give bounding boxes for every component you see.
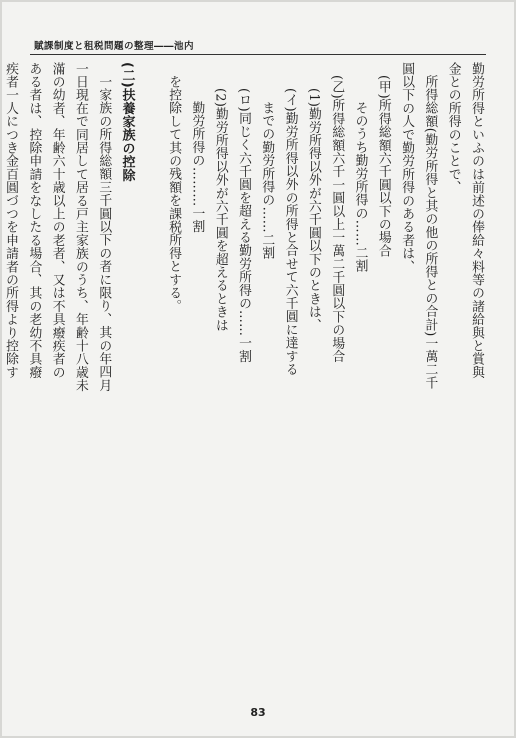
text-line: 滿の幼者、年齢六十歳以上の老者、又は不具癈疾者の — [49, 62, 65, 379]
text-line: (ロ)同じく六千圓を超える勤労所得の……一割 — [236, 88, 252, 363]
text-line: (1)勤労所得以外が六千圓以下のときは、 — [305, 88, 321, 332]
text-line: 勤労所得の………一割 — [189, 101, 205, 233]
text-line: (甲)所得総額六千圓以下の場合 — [375, 75, 391, 258]
text-line: 金との所得のことで、 — [445, 62, 461, 194]
vertical-body-text — [3, 62, 488, 690]
header-rule — [30, 54, 486, 55]
text-line: を控除して其の残額を課税所得とする。 — [166, 75, 182, 313]
text-line: 疾者一人につき金百圓づつを申請者の所得より控除す — [3, 62, 19, 379]
text-line: 圓以下の人で勤労所得のある者は、 — [399, 62, 415, 274]
text-line: そのうち勤労所得の……二割 — [352, 101, 368, 273]
text-line: (乙)所得総額六千一圓以上一萬二千圓以下の場合 — [329, 75, 345, 363]
section-heading: (二)扶養家族の控除 — [119, 62, 135, 182]
text-line: 勤労所得といふのは前述の俸給々料等の諸給與と賞與 — [469, 62, 484, 379]
text-line: 所得総額(勤労所得と其の他の所得との合計)一萬二千 — [422, 75, 438, 390]
blank-line — [139, 62, 162, 690]
text-line: (2)勤労所得以外が六千圓を超えるときは — [212, 88, 228, 332]
page-number: 83 — [250, 706, 266, 719]
running-header: 賦課制度と租税問題の整理――池内 — [34, 41, 195, 52]
text-line: 一家族の所得総額三千圓以下の者に限り、其の年四月 — [96, 75, 112, 392]
text-line: までの勤労所得の……二割 — [259, 101, 275, 260]
text-line: (イ)勤労所得以外の所得と合せて六千圓に達する — [282, 88, 298, 376]
text-line: 一日現在で同居して居る戸主家族のうち、年齢十八歳未 — [72, 62, 88, 392]
text-line: ある者は、控除申請をなしたる場合、其の老幼不具癈 — [26, 62, 42, 379]
